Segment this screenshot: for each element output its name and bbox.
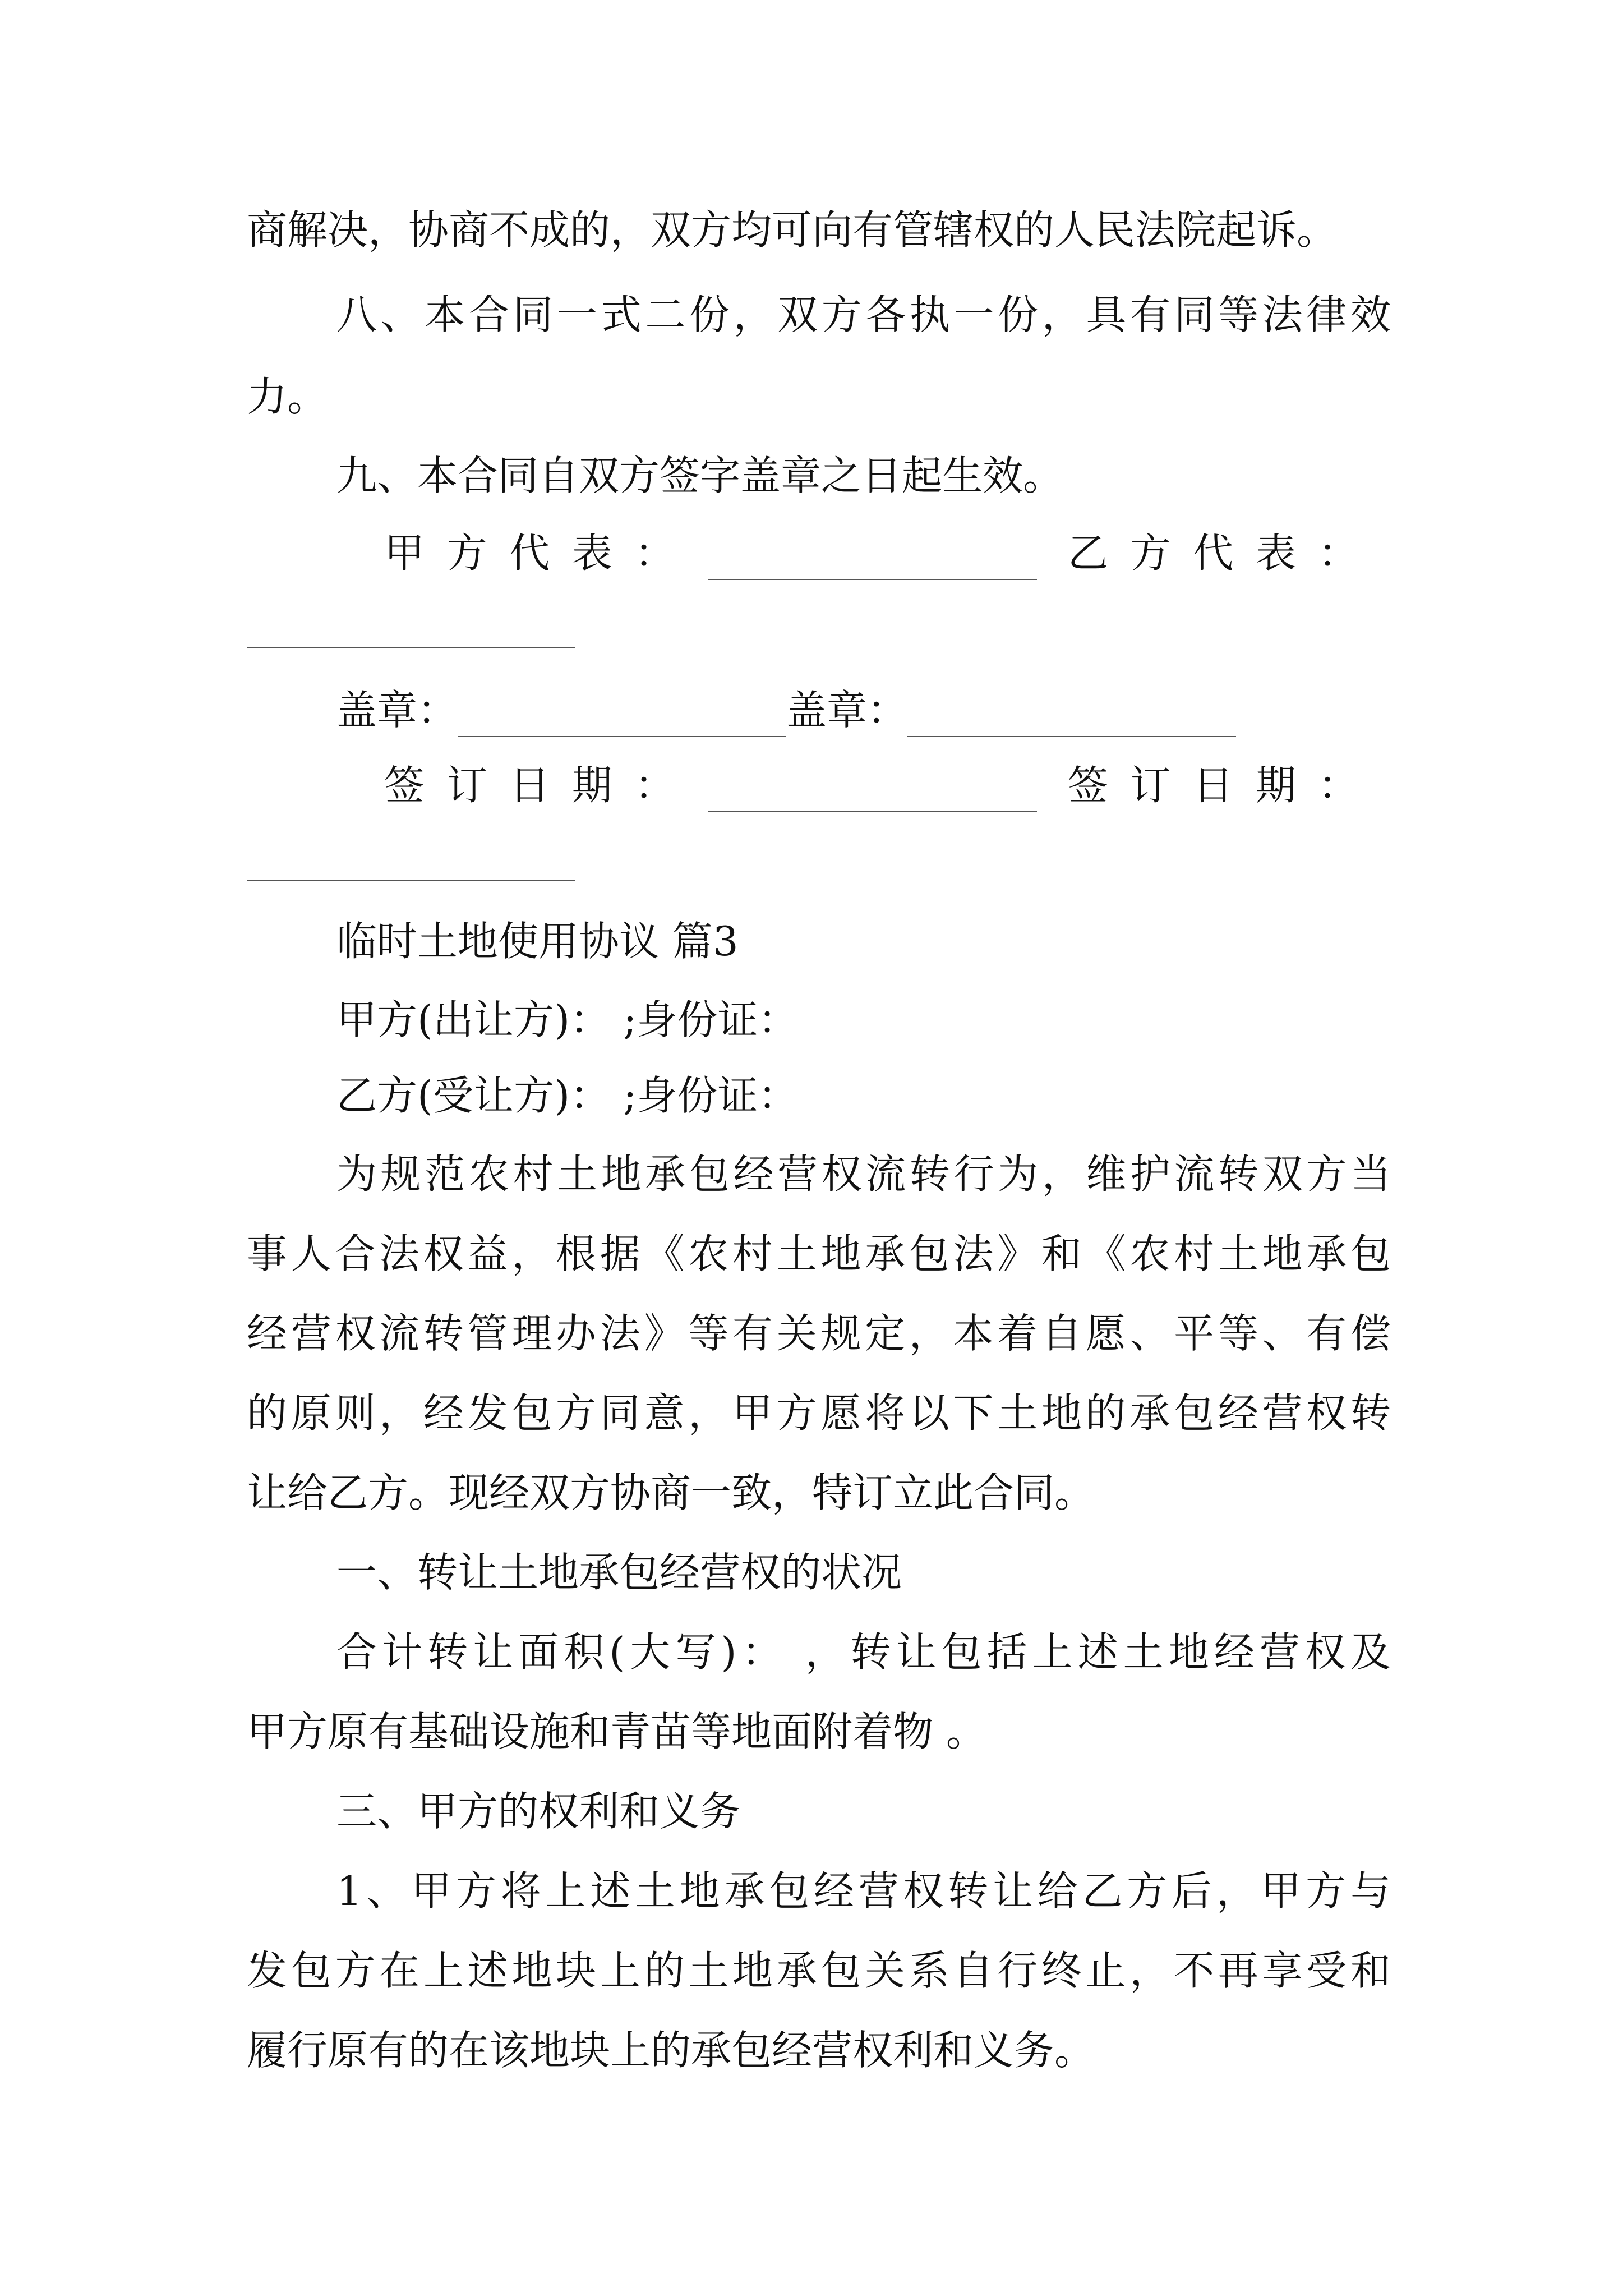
party-a-date-blank — [708, 772, 1037, 812]
preamble-line-1: 为规范农村土地承包经营权流转行为，维护流转双方当 — [336, 1151, 1391, 1198]
text-line: 商解决，协商不成的，双方均可向有管辖权的人民法院起诉。 — [247, 206, 1338, 254]
party-a-seal-label: 盖章： — [336, 687, 458, 734]
rights-line-2: 发包方在上述地块上的土地承包关系自行终止，不再享受和 — [247, 1947, 1391, 1994]
party-a-date-label: 签订日期： — [384, 762, 698, 809]
representative-row — [336, 526, 1391, 580]
party-b-representative-blank — [247, 647, 575, 648]
sign-date-row — [336, 758, 1391, 812]
party-b-representative-label: 乙方代表： — [1068, 530, 1381, 577]
party-b-seal-label: 盖章： — [786, 687, 908, 734]
party-a-representative-label: 甲方代表： — [384, 530, 698, 577]
clause-9: 九、本合同自双方签字盖章之日起生效。 — [336, 452, 1064, 499]
section-title: 临时土地使用协议 篇3 — [336, 918, 739, 965]
rights-line-3: 履行原有的在该地块上的承包经营权利和义务。 — [247, 2027, 1095, 2074]
preamble-line-3: 经营权流转管理办法》等有关规定，本着自愿、平等、有偿 — [247, 1310, 1391, 1357]
party-b-info: 乙方(受让方)： ;身份证： — [336, 1072, 799, 1119]
party-b-seal-blank — [907, 697, 1236, 737]
party-a-seal-blank — [458, 697, 786, 737]
rights-line-1: 1、甲方将上述土地承包经营权转让给乙方后，甲方与 — [336, 1867, 1391, 1915]
party-a-representative-blank — [708, 540, 1037, 580]
party-a-info: 甲方(出让方)： ;身份证： — [336, 996, 799, 1043]
party-b-date-label: 签订日期： — [1068, 762, 1381, 809]
clause-8-line-1: 八、本合同一式二份，双方各执一份，具有同等法律效 — [336, 291, 1391, 338]
party-b-date-blank — [247, 880, 575, 881]
heading-party-a-rights: 三、甲方的权利和义务 — [336, 1788, 741, 1835]
clause-8-line-2: 力。 — [247, 373, 328, 420]
transfer-area-line-2: 甲方原有基础设施和青苗等地面附着物 。 — [247, 1708, 986, 1755]
seal-row — [336, 683, 1391, 737]
preamble-line-5: 让给乙方。现经双方协商一致，特订立此合同。 — [247, 1469, 1095, 1516]
preamble-line-2: 事人合法权益，根据《农村土地承包法》和《农村土地承包 — [247, 1230, 1391, 1277]
preamble-line-4: 的原则，经发包方同意，甲方愿将以下土地的承包经营权转 — [247, 1389, 1391, 1437]
transfer-area-line-1: 合计转让面积(大写)： ，转让包括上述土地经营权及 — [336, 1628, 1391, 1676]
heading-transfer-status: 一、转让土地承包经营权的状况 — [336, 1549, 902, 1596]
